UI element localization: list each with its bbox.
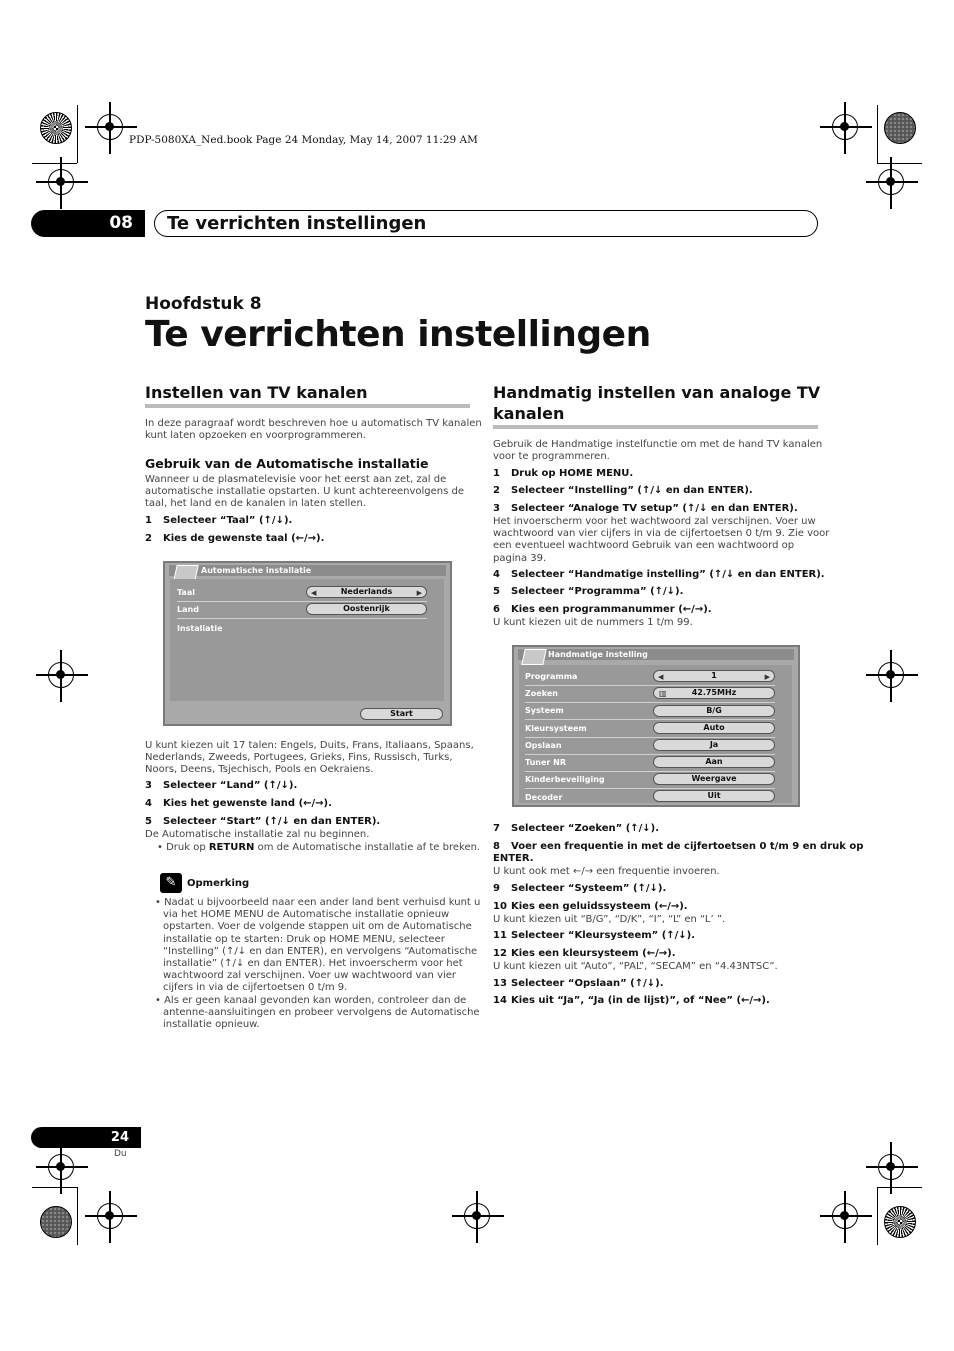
gray-disc-mark-top-right (884, 112, 916, 144)
step-4: 4 Kies het gewenste land (←/→). (145, 798, 332, 809)
section-rule (493, 425, 818, 429)
zoeken-field[interactable]: ▥ 42.75MHz (653, 687, 775, 699)
step-r3: 3 Selecteer “Analoge TV setup” (↑/↓ en dan ENTER). (493, 503, 798, 514)
land-selector[interactable]: Oostenrijk (306, 603, 427, 615)
step-r7: 7 Selecteer “Zoeken” (↑/↓). (493, 823, 660, 834)
opslaan-selector[interactable]: Ja (653, 739, 775, 751)
row-label-decoder: Decoder (525, 793, 563, 802)
registration-mark (48, 1154, 74, 1180)
step-r6-text: U kunt kiezen uit de nummers 1 t/m 99. (493, 617, 693, 628)
step-r1: 1 Druk op HOME MENU. (493, 468, 634, 479)
chapter-label: Hoofdstuk 8 (145, 294, 262, 314)
intro-paragraph: In deze paragraaf wordt beschreven hoe u automatisch TV kanalen kunt laten opzoeken en voorprogrammeren. (145, 418, 482, 442)
registration-mark (464, 1203, 490, 1229)
chapter-tab-title: Te verrichten instellingen (154, 210, 818, 237)
note-title: Opmerking (187, 878, 250, 889)
row-divider (525, 788, 775, 789)
registration-mark (878, 662, 904, 688)
page-title: Te verrichten instellingen (145, 314, 651, 355)
section-heading-tv-kanalen: Instellen van TV kanalen (145, 383, 368, 402)
row-divider (525, 771, 775, 772)
step-r8-text: U kunt ook met ←/→ een frequentie invoeren. (493, 866, 720, 877)
crop-line (877, 1187, 922, 1188)
note-bullet-1: • Nadat u bijvoorbeeld naar een ander land bent verhuisd kunt u via het HOME MENU de Automatische installatie opnieuw opstarten. Voer de volgende stappen uit om de Automatische installatie op te starten: Druk op HOME MENU, selecteer “Instelling” (↑/↓ en dan ENTER), en vervolgens “Automatische installatie” (↑/↓ en dan ENTER). Het invoerscherm voor het wachtwoord zal verschijnen. Voer uw wachtwoord van vier cijfers in via de cijfertoetsen 0 t/m 9. (155, 897, 481, 994)
step-r12-text: U kunt kiezen uit “Auto”, “PAL”, “SECAM” en “4.43NTSC”. (493, 961, 778, 972)
chapter-number-badge: 08 (31, 210, 145, 237)
return-bullet: • Druk op RETURN om de Automatische installatie af te breken. (157, 842, 481, 853)
tuner-nr-selector[interactable]: Aan (653, 756, 775, 768)
registration-mark (878, 1154, 904, 1180)
crop-line (32, 163, 77, 164)
step-r14: 14 Kies uit “Ja”, “Ja (in de lijst)”, of “Nee” (←/→). (493, 995, 770, 1006)
step-r10: 10 Kies een geluidssysteem (←/→). (493, 901, 688, 912)
step-r10-text: U kunt kiezen uit “B/G”, “D/K”, “I”, “L” en “L’ ”. (493, 914, 726, 925)
sub-heading-auto-install: Gebruik van de Automatische installatie (145, 456, 429, 471)
row-label-tuner-nr: Tuner NR (525, 758, 566, 767)
decoder-selector[interactable]: Uit (653, 790, 775, 802)
row-divider (525, 754, 775, 755)
row-divider (177, 601, 427, 602)
crop-line (32, 1187, 77, 1188)
row-label-zoeken: Zoeken (525, 689, 558, 698)
row-divider (525, 737, 775, 738)
step-5-text: De Automatische installatie zal nu beginnen. (145, 829, 370, 840)
kleursysteem-selector[interactable]: Auto (653, 722, 775, 734)
registration-mark (832, 1203, 858, 1229)
kinderbeveiliging-selector[interactable]: Weergave (653, 773, 775, 785)
crop-line (77, 105, 78, 163)
registration-mark (48, 169, 74, 195)
systeem-selector[interactable]: B/G (653, 705, 775, 717)
row-label-taal: Taal (177, 588, 195, 597)
crop-line (877, 105, 878, 163)
arrow-left-icon[interactable]: ◀ (311, 589, 317, 597)
step-2: 2 Kies de gewenste taal (←/→). (145, 533, 325, 544)
step-r4: 4 Selecteer “Handmatige instelling” (↑/↓ en dan ENTER). (493, 569, 825, 580)
crop-line (77, 1187, 78, 1245)
section-heading-handmatig: Handmatig instellen van analoge TV kanalen (493, 383, 821, 423)
arrow-right-icon[interactable]: ▶ (764, 673, 770, 681)
start-button[interactable]: Start (360, 708, 443, 720)
sunburst-mark-top-left (40, 112, 72, 144)
page-number-badge: 24 (31, 1127, 141, 1148)
screen-header-title: Automatische installatie (201, 566, 312, 575)
row-label-installatie: Installatie (177, 624, 223, 633)
arrow-left-icon[interactable]: ◀ (658, 673, 664, 681)
menu-icon (521, 649, 546, 665)
arrow-right-icon[interactable]: ▶ (416, 589, 422, 597)
note-pencil-icon: ✎ (160, 873, 182, 893)
row-label-systeem: Systeem (525, 706, 564, 715)
handmatig-intro: Gebruik de Handmatige instelfunctie om met de hand TV kanalen voor te programmeren. (493, 439, 823, 463)
languages-paragraph: U kunt kiezen uit 17 talen: Engels, Duits, Frans, Italiaans, Spaans, Nederlands, Zweeds, Portugees, Grieks, Fins, Russisch, Turks, Noors, Deens, Tsjechisch, Pools en Oekraiens. (145, 740, 474, 776)
section-rule (145, 404, 470, 408)
taal-selector[interactable]: ◀ Nederlands ▶ (306, 586, 427, 598)
manual-setup-screen (512, 645, 800, 807)
step-5: 5 Selecteer “Start” (↑/↓ en dan ENTER). (145, 816, 381, 827)
auto-install-screen (163, 561, 452, 726)
screen-header-title: Handmatige instelling (548, 650, 648, 659)
auto-install-paragraph: Wanneer u de plasmatelevisie voor het eerst aan zet, zal de automatische installatie opstarten. U kunt achtereenvolgens de taal, het land en de kanalen in laten stellen. (145, 474, 465, 510)
step-r9: 9 Selecteer “Systeem” (↑/↓). (493, 883, 667, 894)
step-r3-text: Het invoerscherm voor het wachtwoord zal verschijnen. Voer uw wachtwoord van vier cijfers in via de cijfertoetsen 0 t/m 9. Zie voor een eventueel wachtwoord Gebruik van een wachtwoord op pagina 39. (493, 516, 830, 564)
gray-disc-mark-bottom-left (40, 1206, 72, 1238)
registration-mark (97, 1203, 123, 1229)
row-label-programma: Programma (525, 672, 578, 681)
row-divider (177, 618, 427, 619)
file-header: PDP-5080XA_Ned.book Page 24 Monday, May 14, 2007 11:29 AM (129, 134, 478, 146)
registration-mark (832, 114, 858, 140)
keypad-icon: ▥ (659, 689, 667, 698)
step-r2: 2 Selecteer “Instelling” (↑/↓ en dan ENTER). (493, 485, 753, 496)
note-bullet-2: • Als er geen kanaal gevonden kan worden, controleer dan de antenne-aansluitingen en probeer vervolgens de Automatische installatie opnieuw. (155, 995, 480, 1031)
registration-mark (97, 114, 123, 140)
step-1: 1 Selecteer “Taal” (↑/↓). (145, 515, 293, 526)
step-r12: 12 Kies een kleursysteem (←/→). (493, 948, 676, 959)
step-r8-cont: ENTER. (493, 853, 534, 864)
registration-mark (878, 169, 904, 195)
language-code: Du (114, 1149, 127, 1159)
step-r11: 11 Selecteer “Kleursysteem” (↑/↓). (493, 930, 696, 941)
row-label-kleursysteem: Kleursysteem (525, 724, 587, 733)
step-r5: 5 Selecteer “Programma” (↑/↓). (493, 586, 684, 597)
step-3: 3 Selecteer “Land” (↑/↓). (145, 780, 298, 791)
step-r13: 13 Selecteer “Opslaan” (↑/↓). (493, 978, 664, 989)
sunburst-mark-bottom-right (884, 1206, 916, 1238)
row-divider (525, 702, 775, 703)
registration-mark (48, 662, 74, 688)
step-r8: 8 Voer een frequentie in met de cijfertoetsen 0 t/m 9 en druk op (493, 841, 864, 852)
programma-selector[interactable]: ◀ 1 ▶ (653, 670, 775, 682)
row-label-opslaan: Opslaan (525, 741, 562, 750)
crop-line (877, 1187, 878, 1245)
row-label-land: Land (177, 605, 199, 614)
row-divider (525, 719, 775, 720)
row-divider (525, 685, 775, 686)
row-label-kinderbeveiliging: Kinderbeveiliging (525, 775, 605, 784)
step-r6: 6 Kies een programmanummer (←/→). (493, 604, 712, 615)
crop-line (877, 163, 922, 164)
